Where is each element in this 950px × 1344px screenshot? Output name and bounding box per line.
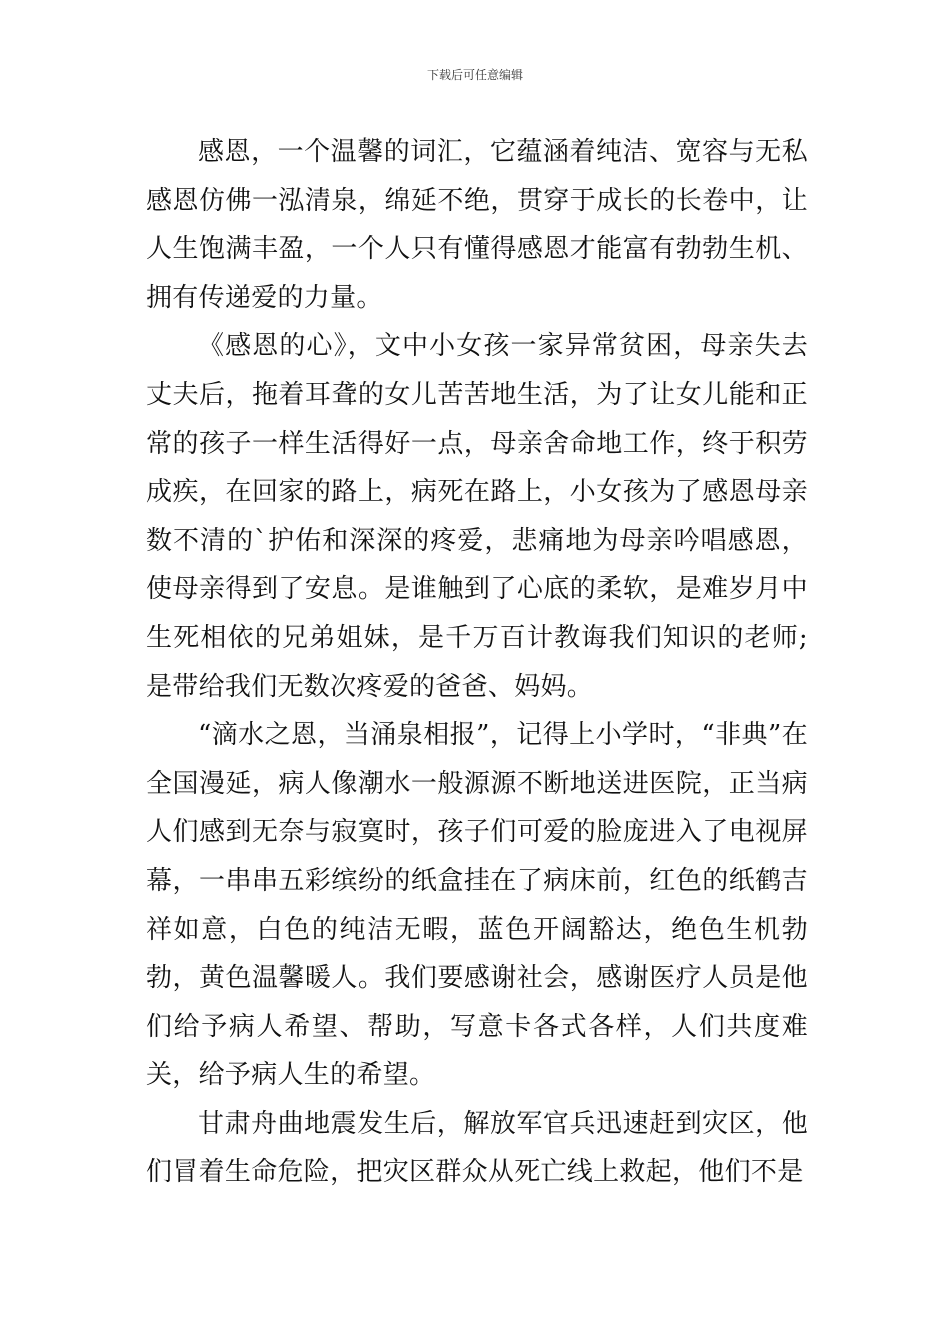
paragraph-4: 甘肃舟曲地震发生后，解放军官兵迅速赶到灾区，他们冒着生命危险，把灾区群众从死亡线上救起，他们不是 xyxy=(146,1108,808,1188)
paragraph-3: “滴水之恩，当涌泉相报”，记得上小学时，“非典”在全国漫延，病人像潮水一般源源不断地送进医院，正当病人们感到无奈与寂寞时，孩子们可爱的脸庞进入了电视屏幕，一串串五彩缤纷的纸盒挂在了病床前，红色的纸鹤吉祥如意，白色的纯洁无暇，蓝色开阔豁达，绝色生机勃勃，黄色温馨暖人。我们要感谢社会，感谢医疗人员是他们给予病人希望、帮助，写意卡各式各样，人们共度难关，给予病人生的希望。 xyxy=(146,720,808,1091)
document-body xyxy=(146,128,808,1197)
page-header: 下载后可任意编辑 xyxy=(426,68,523,82)
paragraph-2: 《感恩的心》，文中小女孩一家异常贫困，母亲失去丈夫后，拖着耳聋的女儿苦苦地生活，为了让女儿能和正常的孩子一样生活得好一点，母亲舍命地工作，终于积劳成疾，在回家的路上，病死在路上，小女孩为了感恩母亲数不清的`护佑和深深的疼爱，悲痛地为母亲吟唱感恩，使母亲得到了安息。是谁触到了心底的柔软，是难岁月中生死相依的兄弟姐妹，是千万百计教诲我们知识的老师;是带给我们无数次疼爱的爸爸、妈妈。 xyxy=(146,331,808,702)
paragraph-1: 感恩，一个温馨的词汇，它蕴涵着纯洁、宽容与无私感恩仿佛一泓清泉，绵延不绝，贯穿于成长的长卷中，让人生饱满丰盈，一个人只有懂得感恩才能富有勃勃生机、拥有传递爱的力量。 xyxy=(146,137,808,313)
